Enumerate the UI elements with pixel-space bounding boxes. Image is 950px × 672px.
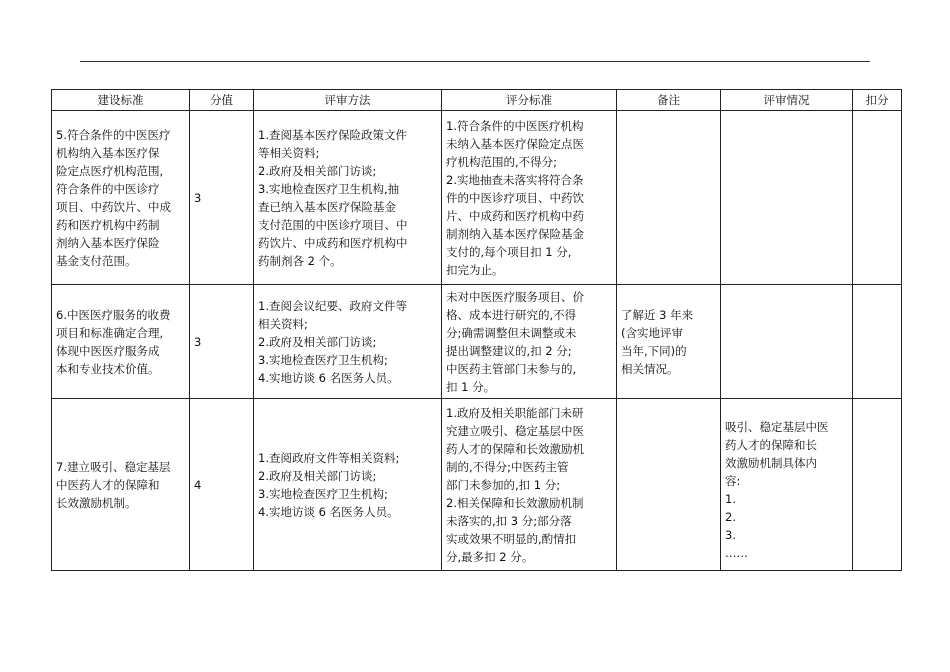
cell-review-line: 效激励机制具体内	[725, 455, 817, 470]
cell-standard-line: 险定点医疗机构范围,	[56, 163, 164, 178]
cell-deduct	[853, 111, 902, 285]
header-review: 评审情况	[721, 90, 853, 111]
cell-review-line: 药人才的保障和长	[725, 437, 817, 452]
evaluation-table	[51, 89, 902, 571]
cell-method	[254, 399, 442, 571]
cell-criteria-line: 制的,不得分;中医药主管	[446, 459, 569, 474]
table-row	[52, 111, 902, 285]
cell-method-line: 查已纳入基本医疗保险基金	[258, 199, 396, 214]
header-criteria: 评分标准	[442, 90, 617, 111]
cell-criteria-line: 实或效果不明显的,酌情扣	[446, 531, 577, 546]
cell-method-line: 1.查阅基本医疗保险政策文件	[258, 127, 407, 142]
cell-criteria-line: 中医药主管部门未参与的,	[446, 361, 577, 376]
cell-review	[721, 399, 853, 571]
cell-review-line: ……	[725, 545, 748, 560]
cell-standard-line: 中医药人才的保障和	[56, 477, 160, 492]
cell-method-line: 1.查阅政府文件等相关资料;	[258, 450, 400, 465]
cell-criteria-line: 分,最多扣 2 分。	[446, 549, 534, 564]
cell-note-line: (含实地评审	[621, 325, 683, 340]
header-score: 分值	[190, 90, 254, 111]
cell-note	[617, 399, 721, 571]
cell-method-line: 1.查阅会议纪要、政府文件等	[258, 298, 407, 313]
cell-note	[617, 285, 721, 399]
cell-criteria-line: 1.符合条件的中医医疗机构	[446, 118, 584, 133]
cell-criteria-line: 未对中医医疗服务项目、价	[446, 289, 584, 304]
cell-review-line: 2.	[725, 509, 736, 524]
cell-method-line: 3.实地检查医疗卫生机构,抽	[258, 181, 400, 196]
cell-note	[617, 111, 721, 285]
cell-criteria-line: 部门未参加的,扣 1 分;	[446, 477, 561, 492]
cell-criteria-line: 疗机构范围的,不得分;	[446, 154, 558, 169]
cell-method	[254, 285, 442, 399]
cell-standard-line: 药和医疗机构中药制	[56, 217, 160, 232]
cell-review	[721, 285, 853, 399]
cell-score: 4	[190, 399, 254, 571]
cell-method-line: 3.实地检查医疗卫生机构;	[258, 352, 388, 367]
cell-criteria-line: 件的中医诊疗项目、中药饮	[446, 190, 584, 205]
cell-note-line: 相关情况。	[621, 361, 679, 376]
cell-review	[721, 111, 853, 285]
cell-standard-line: 5.符合条件的中医医疗	[56, 127, 171, 142]
header-row	[52, 90, 902, 111]
cell-standard-line: 剂纳入基本医疗保险	[56, 235, 160, 250]
cell-note-line: 当年,下同)的	[621, 343, 687, 358]
header-rule	[80, 61, 870, 62]
header-deduct: 扣分	[853, 90, 902, 111]
header-note: 备注	[617, 90, 721, 111]
cell-method	[254, 111, 442, 285]
cell-criteria	[442, 111, 617, 285]
cell-standard-line: 基金支付范围。	[56, 253, 137, 268]
cell-standard-line: 长效激励机制。	[56, 495, 137, 510]
cell-standard-line: 项目、中药饮片、中成	[56, 199, 171, 214]
cell-standard	[52, 111, 190, 285]
cell-standard	[52, 285, 190, 399]
cell-method-line: 2.政府及相关部门访谈;	[258, 334, 377, 349]
cell-score: 3	[190, 111, 254, 285]
cell-standard	[52, 399, 190, 571]
cell-method-line: 相关资料;	[258, 316, 308, 331]
table-row	[52, 285, 902, 399]
cell-standard-line: 符合条件的中医诊疗	[56, 181, 160, 196]
cell-criteria-line: 1.政府及相关职能部门未研	[446, 405, 584, 420]
cell-criteria-line: 究建立吸引、稳定基层中医	[446, 423, 584, 438]
cell-criteria	[442, 399, 617, 571]
cell-standard-line: 本和专业技术价值。	[56, 361, 160, 376]
cell-method-line: 4.实地访谈 6 名医务人员。	[258, 370, 399, 385]
cell-criteria-line: 未纳入基本医疗保险定点医	[446, 136, 584, 151]
cell-criteria-line: 药人才的保障和长效激励机	[446, 441, 584, 456]
cell-criteria-line: 2.相关保障和长效激励机制	[446, 495, 584, 510]
cell-method-line: 支付范围的中医诊疗项目、中	[258, 217, 408, 232]
cell-method-line: 等相关资料;	[258, 145, 320, 160]
cell-method-line: 药饮片、中成药和医疗机构中	[258, 235, 408, 250]
cell-criteria-line: 制剂纳入基本医疗保险基金	[446, 226, 584, 241]
cell-review-line: 3.	[725, 527, 736, 542]
cell-method-line: 3.实地检查医疗卫生机构;	[258, 486, 388, 501]
header-standard: 建设标准	[52, 90, 190, 111]
cell-review-line: 容:	[725, 473, 741, 488]
cell-review-line: 1.	[725, 491, 736, 506]
cell-criteria	[442, 285, 617, 399]
cell-criteria-line: 片、中成药和医疗机构中药	[446, 208, 584, 223]
cell-criteria-line: 支付的,每个项目扣 1 分,	[446, 244, 572, 259]
cell-note-line: 了解近 3 年来	[621, 307, 694, 322]
cell-deduct	[853, 285, 902, 399]
cell-criteria-line: 分;确需调整但未调整或未	[446, 325, 577, 340]
cell-standard-line: 项目和标准确定合理,	[56, 325, 164, 340]
cell-method-line: 2.政府及相关部门访谈;	[258, 163, 377, 178]
header-method: 评审方法	[254, 90, 442, 111]
cell-criteria-line: 扣完为止。	[446, 262, 504, 277]
cell-standard-line: 7.建立吸引、稳定基层	[56, 459, 171, 474]
cell-standard-line: 体现中医医疗服务成	[56, 343, 160, 358]
cell-method-line: 2.政府及相关部门访谈;	[258, 468, 377, 483]
cell-score: 3	[190, 285, 254, 399]
cell-method-line: 4.实地访谈 6 名医务人员。	[258, 504, 399, 519]
cell-method-line: 药制剂各 2 个。	[258, 253, 342, 268]
cell-criteria-line: 扣 1 分。	[446, 379, 496, 394]
cell-standard-line: 6.中医医疗服务的收费	[56, 307, 171, 322]
table-row	[52, 399, 902, 571]
cell-review-line: 吸引、稳定基层中医	[725, 419, 829, 434]
cell-criteria-line: 格、成本进行研究的,不得	[446, 307, 577, 322]
cell-deduct	[853, 399, 902, 571]
cell-criteria-line: 2.实地抽查未落实将符合条	[446, 172, 584, 187]
cell-criteria-line: 提出调整建议的,扣 2 分;	[446, 343, 572, 358]
cell-standard-line: 机构纳入基本医疗保	[56, 145, 160, 160]
cell-criteria-line: 未落实的,扣 3 分;部分落	[446, 513, 572, 528]
